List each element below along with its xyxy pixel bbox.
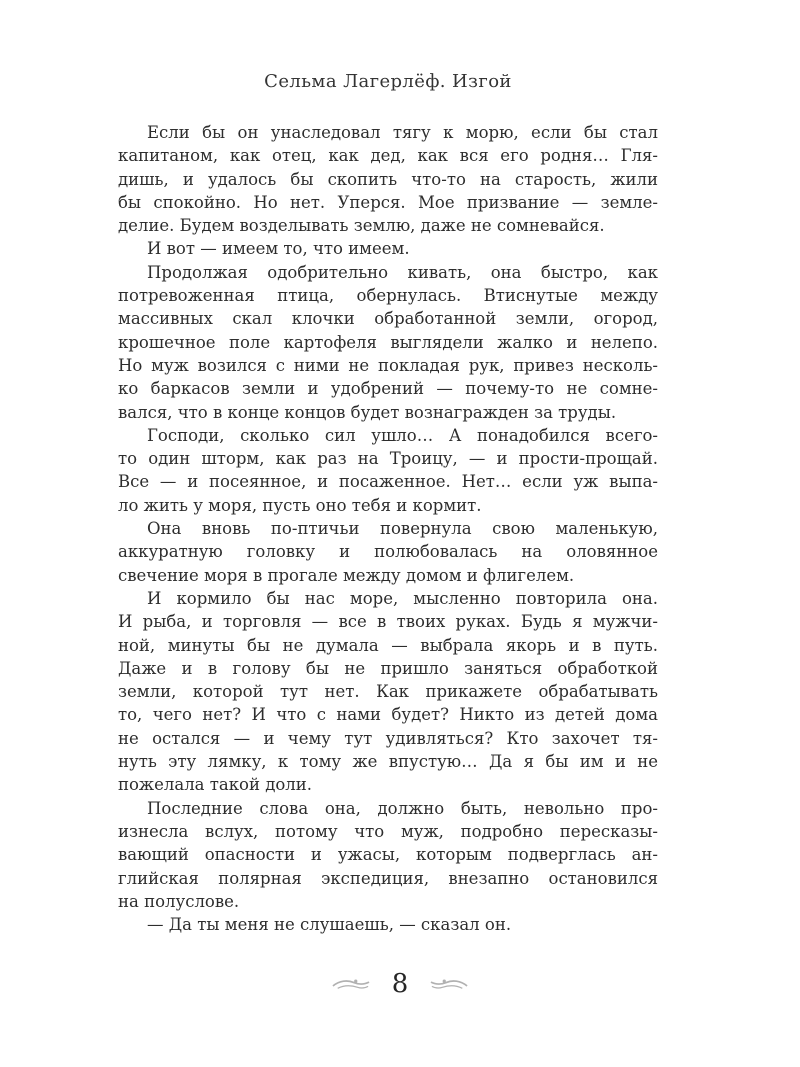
text-line: крошечное поле картофеля выглядели жалко и нелепо. — [118, 332, 658, 352]
text-line: вался, что в конце концов будет вознагражден за труды. — [118, 402, 617, 422]
text-line: Все — и посеянное, и посаженное. Нет… если уж выпа- — [118, 472, 658, 492]
text-line: дишь, и удалось бы скопить что-то на старость, жили — [118, 169, 658, 189]
text-line: изнесла вслух, потому что муж, подробно пересказы- — [118, 821, 658, 841]
text-line: И кормило бы нас море, мысленно повторила она. — [147, 588, 658, 608]
text-line: Последние слова она, должно быть, невольно про- — [147, 798, 658, 818]
paragraph — [118, 797, 658, 913]
text-line: аккуратную головку и полюбовалась на оловянное — [118, 542, 658, 562]
text-line: И рыба, и торговля — все в твоих руках. Будь я мужчи- — [118, 612, 658, 632]
page-footer — [0, 968, 800, 1000]
text-line: пожелала такой доли. — [118, 775, 313, 795]
text-line: земли, которой тут нет. Как прикажете обрабатывать — [118, 682, 658, 702]
paragraph — [118, 424, 658, 517]
paragraph — [118, 587, 658, 797]
text-line: потревоженная птица, обернулась. Втиснутые между — [118, 286, 658, 306]
text-line: И вот — имеем то, что имеем. — [147, 239, 410, 259]
text-line: делие. Будем возделывать землю, даже не сомневайся. — [118, 216, 605, 236]
paragraph — [118, 261, 658, 424]
text-line: ло жить у моря, пусть оно тебя и кормит. — [118, 495, 482, 515]
paragraph — [118, 913, 658, 936]
text-line: Продолжая одобрительно кивать, она быстро, как — [147, 262, 658, 282]
text-line: нуть эту лямку, к тому же впустую… Да я бы им и не — [118, 752, 658, 772]
text-line: Если бы он унаследовал тягу к морю, если бы стал — [147, 123, 658, 142]
paragraph — [118, 121, 658, 237]
text-line: Даже и в голову бы не пришло заняться обработкой — [118, 658, 658, 678]
text-line: вающий опасности и ужасы, которым подверглась ан- — [118, 845, 658, 865]
text-block — [118, 121, 658, 936]
flourish-left-icon — [332, 977, 370, 991]
text-line: ко баркасов земли и удобрений — почему-то не сомне- — [118, 379, 658, 399]
page-number: 8 — [391, 969, 409, 999]
text-line: свечение моря в прогале между домом и флигелем. — [118, 565, 575, 585]
text-line: Но муж возился с ними не покладая рук, привез несколь- — [118, 355, 658, 375]
running-head: Сельма Лагерлёф. Изгой — [264, 71, 512, 92]
paragraph — [118, 517, 658, 587]
text-line: массивных скал клочки обработанной земли, огород, — [118, 309, 658, 329]
text-line: Она вновь по-птичьи повернула свою маленькую, — [147, 519, 658, 539]
text-line: глийская полярная экспедиция, внезапно остановился — [118, 868, 658, 888]
text-line: капитаном, как отец, как дед, как вся его родня… Гля- — [118, 146, 658, 166]
text-line: Господи, сколько сил ушло… А понадобился всего- — [147, 425, 658, 445]
flourish-right-icon — [430, 977, 468, 991]
text-line: то, чего нет? И что с нами будет? Никто из детей дома — [118, 705, 658, 725]
paragraph — [118, 237, 658, 260]
text-line: ной, минуты бы не думала — выбрала якорь и в путь. — [118, 635, 658, 655]
text-line: то один шторм, как раз на Троицу, — и прости-прощай. — [118, 449, 658, 469]
text-line: бы спокойно. Но нет. Уперся. Мое призвание — земле- — [118, 192, 658, 212]
text-line: — Да ты меня не слушаешь, — сказал он. — [147, 915, 512, 935]
text-line: не остался — и чему тут удивляться? Кто захочет тя- — [118, 728, 658, 748]
text-line: на полуслове. — [118, 891, 240, 911]
